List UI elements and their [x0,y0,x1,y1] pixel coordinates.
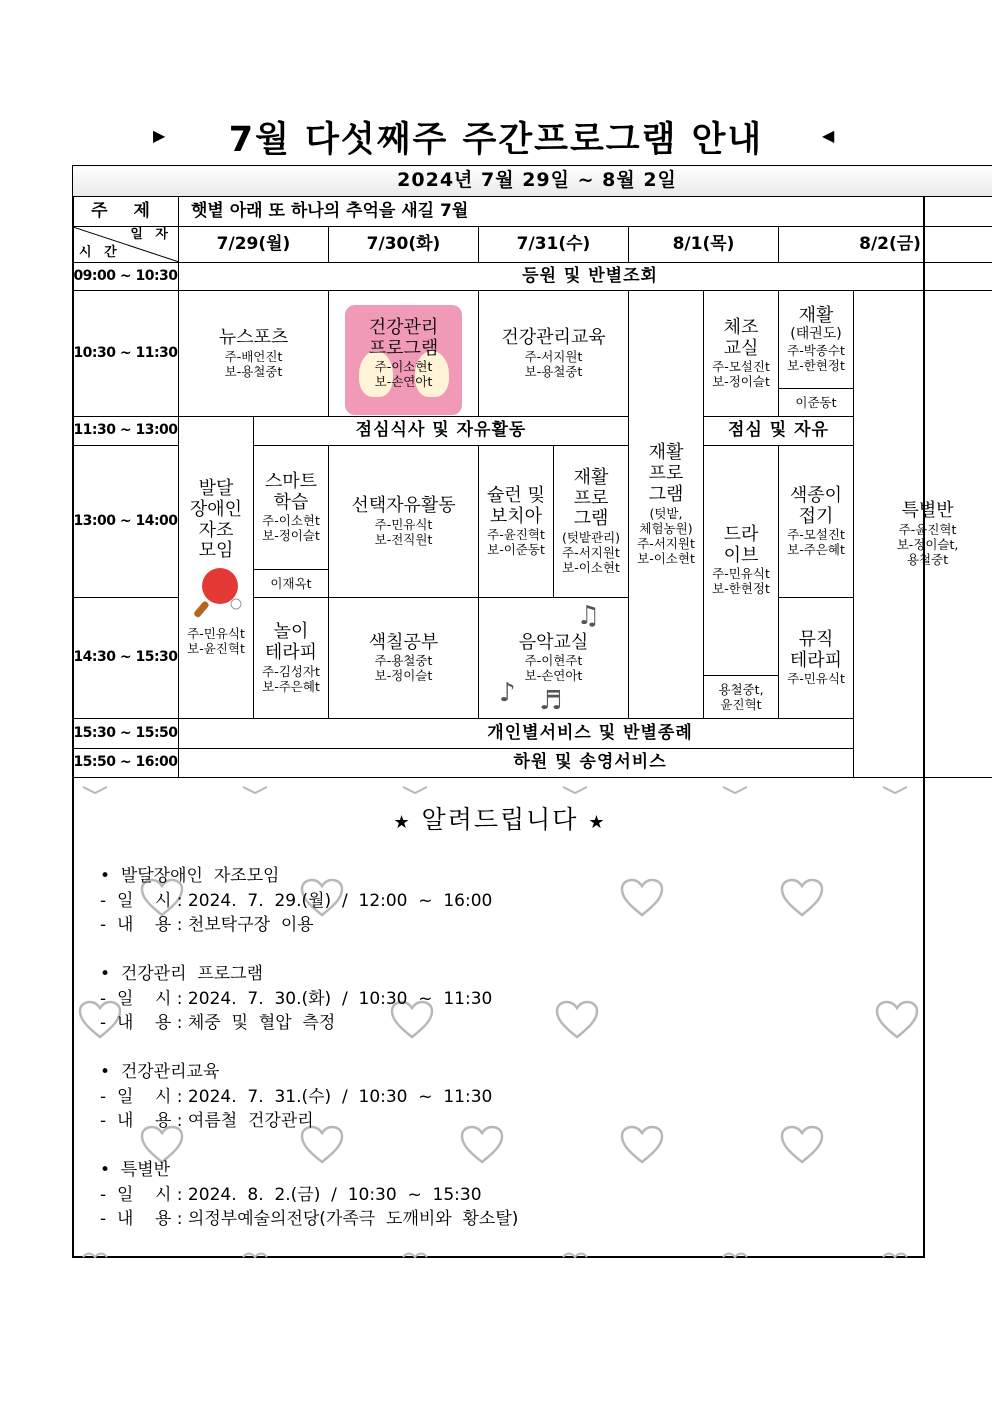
cell-staff: 보-정이슬t [262,528,320,544]
notice-item-heading: • 건강관리 프로그램 [100,964,264,984]
heart-fragment-icon [562,1250,588,1258]
heart-icon [780,1125,824,1165]
notice-item-heading: • 건강관리교육 [100,1062,220,1082]
cell-title: 색칠공부 [368,631,439,653]
notice-title-text: 알려드립니다 [421,805,579,834]
heart-fragment-icon [722,786,748,794]
notice-item-line: - 일 시 : 2024. 7. 31.(수) / 10:30 ~ 11:30 [100,1086,493,1107]
cell-staff: 보-용철중t [224,363,283,379]
cell-title: 재활 [798,304,834,326]
notice-title [100,800,900,836]
notice-item-line: - 내 용 : 천보탁구장 이용 [100,915,314,935]
cell-note: (태권도) [790,326,842,343]
cell-title: 음악교실 [518,631,589,653]
cell-title: 스마트 학습 [264,470,318,513]
cell-title: 발달 장애인 자조 모임 [189,478,243,562]
cell-title: 뉴스포츠 [218,327,289,349]
notice-item-heading: • 특별반 [100,1160,171,1180]
day-header-thu: 8/1(목) [629,227,779,263]
heart-fragment-icon [242,1250,268,1258]
cell-title: 놀이 테라피 [264,621,318,663]
cell-staff: 주-윤진혁t [487,527,545,543]
arrival-row: 등원 및 반별조회 [179,263,992,291]
cell-title: 색종이 접기 [789,484,843,527]
departure-row: 하원 및 송영서비스 [179,749,992,778]
cell-fri-paper [779,446,854,598]
corner-date-label: 일 자 [130,227,172,242]
cell-title: 선택자유활동 [351,495,456,517]
cell-title: 건강관리교육 [501,327,606,349]
time-slot: 14:30 ~ 15:30 [73,598,179,719]
cell-note: (텃밭관리) [561,530,621,546]
notice-item-line: - 내 용 : 의정부예술의전당(가족극 도깨비와 황소탈) [100,1209,519,1229]
notice-item-line: - 일 시 : 2024. 8. 2.(금) / 10:30 ~ 15:30 [100,1184,482,1205]
cell-thu-farm [629,291,704,719]
cell-note: (텃밭, [649,505,683,521]
cell-staff: 보-이소현t [637,550,695,566]
cell-staff: 윤진혁t [720,697,762,712]
cell-staff: 보-이준동t [487,542,545,558]
cell-staff: 주-민유식t [787,671,845,687]
notice-item-heading: • 발달장애인 자조모임 [100,866,280,886]
time-slot: 13:00 ~ 14:00 [73,446,179,598]
day-header-tue: 7/30(화) [329,227,479,263]
cell-mon-smart [254,446,329,570]
cell-staff: 보-전직원t [374,531,433,547]
heart-fragment-icon [722,1250,748,1258]
title-left-arrow-icon: ▶ [153,126,168,145]
notice-item [100,962,492,1036]
cell-staff: 주-배언진t [224,348,283,364]
music-note-icon: ♬ [539,685,563,716]
cell-staff: 보-손연아t [374,374,433,390]
cell-staff: 주-서지원t [637,535,695,551]
ping-pong-paddle-icon [186,562,246,622]
cell-staff: 주-민유식t [712,566,770,582]
heart-fragment-icon [82,1250,108,1258]
lunch-row: 점심식사 및 자유활동 [254,417,629,446]
corner-time-label: 시 간 [79,245,121,261]
cell-thu-drive [704,446,779,676]
cell-staff: 주-이소현t [374,359,433,375]
cell-staff: 보-정이슬t [374,668,433,684]
cell-fri-extra: 이준동t [779,389,854,417]
cell-staff: 주-용철중t [374,653,433,669]
cell-mon-play [254,598,329,719]
cell-staff: 주-박종수t [787,343,845,359]
heart-icon [620,1125,664,1165]
page-title [0,112,992,160]
cell-title: 드라 이브 [723,523,759,566]
cell-staff: 보-한현정t [787,358,845,374]
corner-cell [73,227,179,263]
cell-wed-garden [554,446,629,598]
cell-staff: 보-정이슬t, [896,536,959,552]
cell-staff: 보-손연아t [524,668,583,684]
cell-title: 재활 프로 그램 [648,442,684,505]
cell-fri-music [779,598,854,719]
cell-note: 체험농원) [639,520,693,536]
cell-staff: 보-정이슬t [712,374,770,390]
music-note-icon: ♪ [499,677,516,708]
cell-staff: 보-주은혜t [262,678,320,694]
cell-staff: 보-윤진혁t [187,640,245,656]
heart-icon [620,878,664,918]
cell-staff: 주-민유식t [187,625,245,641]
cell-staff: 용철중t [906,551,949,567]
cell-title: 슐런 및 보치아 [487,484,545,527]
cell-staff: 주-김성자t [262,663,320,679]
cell-staff: 보-용철중t [524,363,583,379]
notice-item-line: - 일 시 : 2024. 7. 29.(월) / 12:00 ~ 16:00 [100,890,493,911]
cell-title: 뮤직 테라피 [789,628,843,671]
notice-item-line: - 내 용 : 여름철 건강관리 [100,1111,314,1131]
cell-staff: 주-이현주t [524,653,583,669]
day-header-mon: 7/29(월) [179,227,329,263]
cell-wed-music [479,598,629,719]
heart-icon [555,1000,599,1040]
cell-tue-health [329,291,479,417]
cell-staff: 주-모설진t [787,527,845,543]
cell-title: 건강관리 프로그램 [368,316,439,359]
cell-staff: 주-서지원t [562,545,620,561]
cell-wed-health-edu [479,291,629,417]
cell-staff: 보-이소현t [562,560,620,576]
heart-fragment-icon [402,1250,428,1258]
title-right-arrow-icon: ◀ [822,126,837,145]
cell-mon-self-help [179,417,254,719]
heart-fragment-icon [882,1250,908,1258]
heart-fragment-icon [402,786,428,794]
cell-special-class [854,291,992,778]
notice-item [100,1060,492,1134]
time-slot: 11:30 ~ 13:00 [73,417,179,446]
music-note-icon: ♫ [576,601,600,631]
cell-staff: 용철중t, [718,682,764,697]
page-title-text: 7월 다섯째주 주간프로그램 안내 [228,120,764,160]
cell-mon-smart-extra: 이재옥t [254,570,329,598]
cell-title: 체조 교실 [723,316,759,359]
cell-staff: 주-윤진혁t [898,521,957,537]
cell-wed-shuffle [479,446,554,598]
heart-icon [875,1000,919,1040]
cell-tue-free [329,446,479,598]
schedule-table [72,165,992,778]
notice-item [100,864,492,938]
cell-fri-rehab [779,291,854,389]
heart-fragment-icon [882,786,908,794]
date-range: 2024년 7월 29일 ~ 8월 2일 [73,166,992,197]
theme-label: 주 제 [73,197,179,227]
cell-title: 특별반 [901,500,954,522]
cell-tue-color [329,598,479,719]
cell-staff: 주-민유식t [374,516,433,532]
time-slot: 10:30 ~ 11:30 [73,291,179,417]
cell-thu-extra [704,676,779,719]
cell-title: 재활 프로 그램 [573,466,609,530]
cell-thu-gym [704,291,779,417]
cell-staff: 보-주은혜t [787,542,845,558]
theme-text: 햇볕 아래 또 하나의 추억을 새길 7월 [179,197,992,227]
time-slot: 15:50 ~ 16:00 [73,749,179,778]
notice-item-line: - 내 용 : 체중 및 혈압 측정 [100,1013,336,1033]
lunch-row-thu: 점심 및 자유 [704,417,854,446]
heart-icon [780,878,824,918]
notice-item [100,1158,518,1232]
heart-fragment-icon [562,786,588,794]
heart-fragment-icon [82,786,108,794]
cell-mon-sports [179,291,329,417]
time-slot: 15:30 ~ 15:50 [73,719,179,749]
cell-staff: 보-한현정t [712,581,770,597]
cell-staff: 주-서지원t [524,348,583,364]
cell-staff: 주-이소현t [262,513,320,529]
cell-staff: 주-모설진t [712,359,770,375]
star-icon: ★ [588,812,607,833]
personal-service-row: 개인별서비스 및 반별종례 [179,719,992,749]
day-header-fri: 8/2(금) [779,227,992,263]
day-header-wed: 7/31(수) [479,227,629,263]
notice-item-line: - 일 시 : 2024. 7. 30.(화) / 10:30 ~ 11:30 [100,988,493,1009]
time-slot: 09:00 ~ 10:30 [73,263,179,291]
heart-fragment-icon [242,786,268,794]
star-icon: ★ [393,812,412,833]
